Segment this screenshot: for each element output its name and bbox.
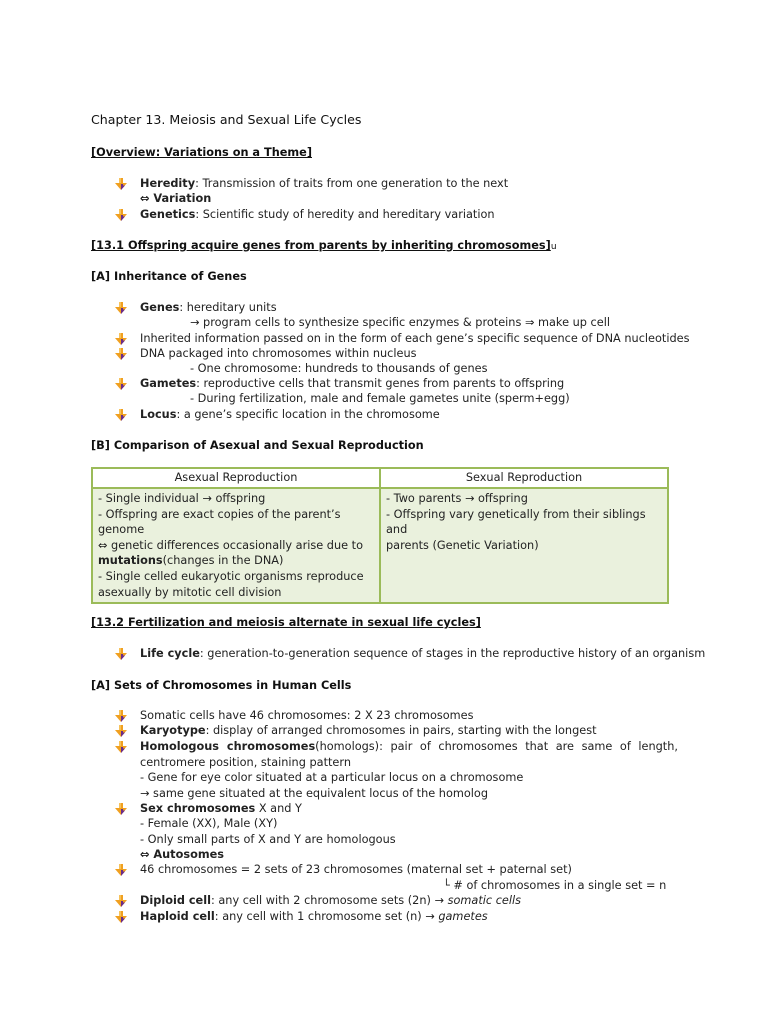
dna-item: DNA packaged into chromosomes within nucleus [140, 347, 417, 360]
variation-line: ⇔ Variation [140, 192, 212, 205]
chromosome-sets-continuation: └ # of chromosomes in a single set = n [443, 879, 667, 892]
genes-term: Genes [140, 301, 180, 314]
arrow-bullet-icon [113, 208, 129, 222]
diploid-term: Diploid cell [140, 894, 211, 907]
genes-definition: : hereditary units [179, 301, 277, 314]
section-13-1-heading [91, 238, 557, 256]
haploid-example: gametes [438, 910, 488, 923]
arrow-bullet-icon [113, 709, 129, 723]
diploid-definition: : any cell with 2 chromosome sets (2n) → [210, 894, 448, 907]
arrow-bullet-icon [113, 802, 129, 816]
heredity-item [140, 176, 508, 192]
genes-item [140, 300, 277, 316]
arrow-bullet-icon [113, 347, 129, 361]
arrow-bullet-icon [113, 863, 129, 877]
arrow-bullet-icon [113, 408, 129, 422]
karyotype-term: Karyotype [140, 724, 206, 737]
sexual-cell [380, 488, 668, 603]
mutations-definition: (changes in the DNA) [162, 554, 284, 568]
arrow-bullet-icon [113, 647, 129, 661]
arrow-bullet-icon [113, 177, 129, 191]
sexual-line: - Two parents → offspring [386, 492, 528, 505]
asexual-cell [92, 488, 380, 603]
gametes-continuation: - During fertilization, male and female gametes unite (sperm+egg) [190, 392, 570, 405]
asexual-line: - Single celled eukaryotic organisms reproduce [98, 569, 364, 583]
asexual-header: Asexual Reproduction [92, 468, 380, 488]
asexual-line: - Offspring are exact copies of the parent’s genome [98, 507, 341, 537]
dna-continuation: - One chromosome: hundreds to thousands of genes [190, 362, 488, 375]
autosomes-line: ⇔ Autosomes [140, 848, 224, 861]
genetics-term: Genetics [140, 208, 196, 221]
somatic-item: Somatic cells have 46 chromosomes: 2 X 23 chromosomes [140, 709, 474, 722]
locus-item [140, 407, 440, 423]
gametes-term: Gametes [140, 377, 197, 390]
sexual-line: parents (Genetic Variation) [386, 538, 539, 552]
haploid-definition: : any cell with 1 chromosome set (n) → [214, 910, 439, 923]
sex-continuation: - Only small parts of X and Y are homologous [140, 833, 396, 846]
homologous-term: Homologous chromosomes [140, 740, 316, 753]
locus-definition: : a gene’s specific location in the chromosome [176, 408, 440, 421]
chapter-title: Chapter 13. Meiosis and Sexual Life Cycles [91, 112, 362, 127]
homologous-continuation: - Gene for eye color situated at a particular locus on a chromosome [140, 771, 524, 784]
arrow-bullet-icon [113, 332, 129, 346]
diploid-item [140, 893, 521, 909]
sex-chromosomes-item [140, 801, 302, 817]
section-13-2-heading: [13.2 Fertilization and meiosis alternate in sexual life cycles] [91, 616, 481, 629]
karyotype-definition: : display of arranged chromosomes in pairs, starting with the longest [205, 724, 597, 737]
gametes-item [140, 376, 564, 392]
asexual-line [98, 553, 374, 569]
sexual-line: - Offspring vary genetically from their siblings and [386, 507, 646, 537]
section-13-1-heading-text: [13.1 Offspring acquire genes from parents by inheriting chromosomes] [91, 239, 551, 252]
arrow-bullet-icon [113, 724, 129, 738]
arrow-bullet-icon [113, 894, 129, 908]
homologous-continuation: → same gene situated at the equivalent locus of the homolog [140, 787, 488, 800]
arrow-bullet-icon [113, 301, 129, 315]
life-cycle-term: Life cycle [140, 647, 200, 660]
genetics-item [140, 207, 495, 223]
arrow-bullet-icon [113, 377, 129, 391]
life-cycle-definition: : generation-to-generation sequence of stages in the reproductive history of an organism [199, 647, 706, 660]
overview-heading: [Overview: Variations on a Theme] [91, 146, 312, 159]
section-13-1-heading-tail: u [550, 242, 557, 252]
asexual-line: asexually by mitotic cell division [98, 585, 282, 599]
locus-term: Locus [140, 408, 177, 421]
homologous-item [140, 739, 678, 770]
inherited-item: Inherited information passed on in the form of each gene’s specific sequence of DNA nucleotides [140, 332, 690, 345]
life-cycle-item [140, 646, 705, 662]
heredity-term: Heredity [140, 177, 196, 190]
sex-continuation: - Female (XX), Male (XY) [140, 817, 278, 830]
inheritance-heading: [A] Inheritance of Genes [91, 270, 247, 283]
table-header-row [92, 468, 668, 488]
table-row [92, 488, 668, 603]
chromosome-sets-heading: [A] Sets of Chromosomes in Human Cells [91, 679, 352, 692]
reproduction-comparison-table [91, 467, 669, 604]
heredity-definition: : Transmission of traits from one generation to the next [195, 177, 509, 190]
comparison-heading: [B] Comparison of Asexual and Sexual Reproduction [91, 439, 424, 452]
genes-continuation: → program cells to synthesize specific enzymes & proteins ⇒ make up cell [190, 316, 610, 329]
arrow-bullet-icon [113, 740, 129, 754]
haploid-item [140, 909, 488, 925]
sexual-header: Sexual Reproduction [380, 468, 668, 488]
asexual-line: - Single individual → offspring [98, 492, 266, 505]
sex-chromosomes-term: Sex chromosomes [140, 802, 256, 815]
sex-chromosomes-definition: X and Y [255, 802, 302, 815]
karyotype-item [140, 723, 597, 739]
chromosome-sets-item: 46 chromosomes = 2 sets of 23 chromosomes (maternal set + paternal set) [140, 863, 572, 876]
gametes-definition: : reproductive cells that transmit genes from parents to offspring [196, 377, 565, 390]
diploid-example: somatic cells [447, 894, 522, 907]
asexual-line: ⇔ genetic differences occasionally arise due to [98, 538, 364, 552]
homologous-definition: (homologs): pair of chromosomes that are same of length, centromere position, staining pattern [140, 740, 678, 769]
haploid-term: Haploid cell [140, 910, 215, 923]
arrow-bullet-icon [113, 910, 129, 924]
mutations-term: mutations [98, 554, 163, 568]
genetics-definition: : Scientific study of heredity and hereditary variation [195, 208, 495, 221]
